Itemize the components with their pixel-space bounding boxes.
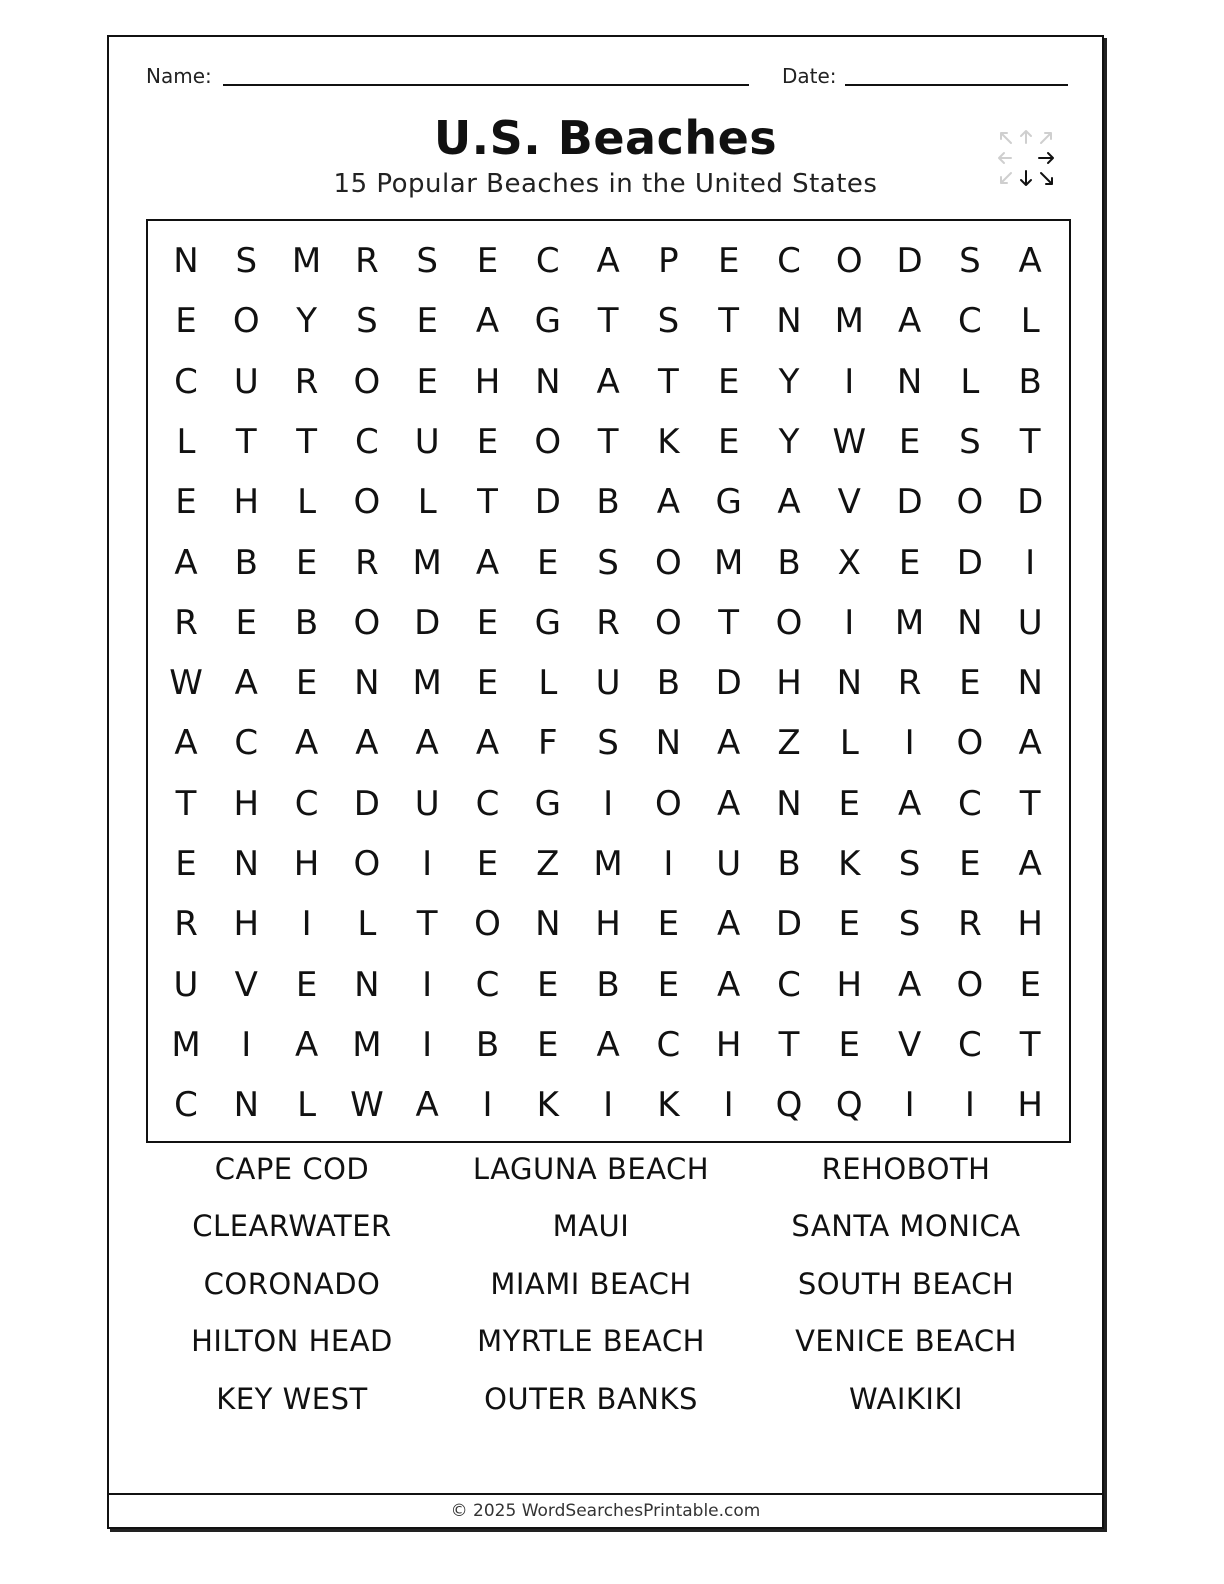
grid-letter: R xyxy=(897,663,922,704)
word-list-item: SANTA MONICA xyxy=(791,1209,1021,1243)
grid-letter: O xyxy=(353,482,381,523)
grid-letter: A xyxy=(475,542,500,583)
grid-letter: L xyxy=(538,663,558,704)
grid-letter: A xyxy=(897,783,922,824)
grid-letter: A xyxy=(294,1024,319,1065)
grid-letter: C xyxy=(294,783,319,824)
grid-letter: M xyxy=(593,844,623,884)
grid-letter: T xyxy=(1019,1024,1041,1065)
grid-letter: A xyxy=(355,723,379,764)
grid-letter: S xyxy=(898,844,921,884)
grid-letter: D xyxy=(775,904,803,945)
grid-letter: A xyxy=(1018,241,1042,281)
grid-letter: T xyxy=(778,1024,800,1065)
grid-letter: W xyxy=(350,1085,384,1126)
grid-letter: T xyxy=(416,904,438,945)
footer-copyright: © 2025 WordSearchesPrintable.com xyxy=(450,1501,761,1521)
grid-letter: B xyxy=(777,542,801,583)
grid-letter: C xyxy=(777,964,801,1005)
grid-letter: R xyxy=(355,542,379,583)
grid-letter: U xyxy=(414,783,440,824)
grid-letter: H xyxy=(293,844,320,884)
grid-letter: C xyxy=(234,723,259,764)
grid-letter: I xyxy=(603,783,614,824)
footer-divider xyxy=(109,1493,1102,1495)
word-list-item: OUTER BANKS xyxy=(484,1382,698,1416)
grid-letter: E xyxy=(537,964,559,1005)
grid-letter: T xyxy=(718,602,740,643)
grid-letter: U xyxy=(414,421,440,462)
grid-letter: S xyxy=(356,301,378,342)
grid-letter: E xyxy=(838,783,861,824)
grid-letter: I xyxy=(844,602,855,643)
grid-letter: N xyxy=(1017,663,1043,704)
grid-letter: E xyxy=(476,241,499,281)
date-label: Date: xyxy=(782,64,837,88)
grid-letter: O xyxy=(956,964,984,1005)
grid-letter: E xyxy=(838,904,861,945)
grid-letter: S xyxy=(959,241,981,281)
grid-letter: E xyxy=(657,964,680,1005)
grid-letter: G xyxy=(534,783,561,824)
grid-letter: R xyxy=(958,904,982,945)
word-search-arrows-icon xyxy=(997,129,1055,187)
grid-letter: E xyxy=(175,482,197,523)
grid-letter: A xyxy=(596,1024,620,1065)
grid-letter: I xyxy=(301,904,312,945)
grid-letter: E xyxy=(476,421,499,462)
grid-letter: U xyxy=(716,844,742,884)
grid-letter: C xyxy=(475,783,500,824)
grid-letter: A xyxy=(415,1085,439,1126)
grid-letter: L xyxy=(297,1085,317,1126)
name-label: Name: xyxy=(146,64,212,88)
grid-letter: E xyxy=(476,663,499,704)
grid-letter: O xyxy=(775,602,803,643)
grid-letter: Z xyxy=(777,723,801,764)
grid-letter: L xyxy=(357,904,377,945)
grid-letter: M xyxy=(412,663,442,704)
word-list-item: WAIKIKI xyxy=(848,1382,964,1416)
grid-letter: E xyxy=(175,844,197,884)
grid-letter: E xyxy=(657,904,680,945)
grid-letter: A xyxy=(294,723,319,764)
grid-letter: H xyxy=(836,964,863,1005)
grid-letter: C xyxy=(174,1085,198,1126)
grid-letter: L xyxy=(960,361,980,402)
grid-letter: M xyxy=(171,1024,201,1065)
grid-letter: K xyxy=(838,844,861,884)
word-list-item: CORONADO xyxy=(203,1267,381,1301)
grid-letter: Y xyxy=(778,421,800,462)
grid-letter: T xyxy=(597,421,619,462)
grid-letter: E xyxy=(537,1024,559,1065)
grid-letter: T xyxy=(1019,783,1041,824)
grid-letter: A xyxy=(717,723,741,764)
grid-letter: N xyxy=(354,964,380,1005)
word-list-item: VENICE BEACH xyxy=(795,1324,1017,1358)
grid-letter: W xyxy=(832,421,867,462)
grid-letter: K xyxy=(536,1085,559,1126)
grid-letter: T xyxy=(296,421,317,462)
grid-letter: O xyxy=(232,301,260,342)
word-list-item: LAGUNA BEACH xyxy=(472,1152,710,1186)
grid-letter: F xyxy=(538,723,558,764)
grid-letter: N xyxy=(957,602,983,643)
grid-letter: U xyxy=(595,663,621,704)
grid-letter: V xyxy=(837,482,861,523)
grid-letter: L xyxy=(1020,301,1040,342)
grid-letter: C xyxy=(535,241,560,281)
grid-letter: O xyxy=(353,361,381,402)
grid-letter: U xyxy=(173,964,199,1005)
grid-letter: E xyxy=(235,602,258,643)
grid-letter: A xyxy=(717,904,741,945)
grid-letter: D xyxy=(1017,482,1044,523)
grid-letter: S xyxy=(657,301,680,342)
letter-grid xyxy=(146,219,1071,1143)
grid-letter: E xyxy=(898,421,921,462)
grid-letter: R xyxy=(174,904,198,945)
grid-letter: B xyxy=(294,602,319,643)
grid-letter: K xyxy=(657,421,680,462)
grid-letter: A xyxy=(415,723,439,764)
grid-letter: U xyxy=(233,361,259,402)
grid-letter: L xyxy=(297,482,317,523)
grid-letter: N xyxy=(535,904,561,945)
grid-letter: R xyxy=(294,361,319,402)
grid-letter: A xyxy=(596,241,620,281)
grid-letter: D xyxy=(896,241,923,281)
grid-letter: I xyxy=(482,1085,493,1126)
grid-letter: I xyxy=(422,1024,433,1065)
grid-letter: B xyxy=(777,844,801,884)
grid-letter: E xyxy=(717,361,740,402)
word-list-item: HILTON HEAD xyxy=(191,1324,393,1358)
grid-letter: N xyxy=(233,1085,260,1126)
grid-letter: N xyxy=(173,241,199,281)
grid-letter: O xyxy=(534,421,562,462)
grid-letter: M xyxy=(412,542,442,583)
grid-letter: S xyxy=(597,723,619,764)
grid-letter: Q xyxy=(775,1085,803,1126)
grid-letter: E xyxy=(416,301,438,342)
grid-letter: T xyxy=(235,421,257,462)
grid-letter: W xyxy=(169,663,203,704)
grid-letter: R xyxy=(174,602,198,643)
grid-letter: E xyxy=(959,663,981,704)
grid-letter: C xyxy=(475,964,500,1005)
grid-letter: A xyxy=(777,482,801,523)
grid-letter: C xyxy=(958,1024,982,1065)
word-list-item: CLEARWATER xyxy=(192,1209,392,1243)
grid-letter: O xyxy=(956,482,984,523)
grid-letter: X xyxy=(837,542,861,583)
grid-letter: V xyxy=(234,964,258,1005)
grid-letter: S xyxy=(898,904,921,945)
grid-letter: P xyxy=(658,241,679,281)
grid-letter: D xyxy=(896,482,923,523)
grid-letter: O xyxy=(835,241,863,281)
grid-letter: E xyxy=(537,542,559,583)
grid-letter: Z xyxy=(536,844,560,884)
grid-letter: B xyxy=(475,1024,500,1065)
grid-letter: E xyxy=(898,542,921,583)
grid-letter: A xyxy=(897,301,922,342)
grid-letter: T xyxy=(1019,421,1041,462)
grid-letter: S xyxy=(416,241,438,281)
grid-letter: T xyxy=(597,301,619,342)
grid-letter: I xyxy=(1025,542,1036,583)
grid-letter: N xyxy=(233,844,260,884)
grid-letter: B xyxy=(596,482,620,523)
grid-letter: S xyxy=(959,421,981,462)
grid-letter: C xyxy=(656,1024,681,1065)
grid-letter: E xyxy=(1019,964,1041,1005)
grid-letter: N xyxy=(535,361,561,402)
grid-letter: B xyxy=(1018,361,1042,402)
grid-letter: I xyxy=(904,1085,915,1126)
grid-letter: N xyxy=(655,723,682,764)
grid-letter: B xyxy=(596,964,620,1005)
grid-letter: K xyxy=(657,1085,680,1126)
grid-letter: N xyxy=(836,663,863,704)
grid-letter: T xyxy=(477,482,498,523)
grid-letter: N xyxy=(896,361,923,402)
grid-letter: M xyxy=(894,602,925,643)
grid-letter: E xyxy=(717,421,740,462)
grid-letter: G xyxy=(534,301,561,342)
word-list-item: MYRTLE BEACH xyxy=(477,1324,705,1358)
grid-letter: R xyxy=(355,241,379,281)
grid-letter: D xyxy=(414,602,441,643)
grid-letter: Q xyxy=(835,1085,863,1126)
grid-letter: C xyxy=(958,783,982,824)
grid-letter: G xyxy=(715,482,742,523)
grid-letter: Y xyxy=(296,301,317,342)
grid-letter: M xyxy=(714,542,744,583)
grid-letter: H xyxy=(1017,904,1043,945)
grid-letter: O xyxy=(353,602,381,643)
grid-letter: B xyxy=(656,663,681,704)
word-list-item: SOUTH BEACH xyxy=(797,1267,1015,1301)
grid-letter: H xyxy=(595,904,621,945)
grid-letter: H xyxy=(776,663,802,704)
grid-letter: A xyxy=(897,964,922,1005)
word-list-item: REHOBOTH xyxy=(821,1152,991,1186)
grid-letter: O xyxy=(655,602,682,643)
grid-letter: T xyxy=(658,361,679,402)
grid-letter: I xyxy=(663,844,674,884)
grid-letter: A xyxy=(475,723,500,764)
grid-letter: N xyxy=(776,301,802,342)
grid-letter: D xyxy=(715,663,742,704)
grid-letter: S xyxy=(235,241,258,281)
grid-letter: D xyxy=(353,783,380,824)
grid-letter: M xyxy=(352,1024,382,1065)
grid-letter: O xyxy=(956,723,984,764)
grid-letter: E xyxy=(838,1024,861,1065)
grid-letter: A xyxy=(717,783,741,824)
grid-letter: C xyxy=(777,241,801,281)
grid-letter: H xyxy=(474,361,501,402)
grid-letter: O xyxy=(353,844,381,884)
grid-letter: L xyxy=(176,421,196,462)
grid-letter: A xyxy=(174,542,198,583)
grid-letter: T xyxy=(718,301,740,342)
grid-letter: Y xyxy=(778,361,800,402)
grid-letter: D xyxy=(956,542,983,583)
grid-letter: A xyxy=(1018,844,1042,884)
grid-letter: G xyxy=(534,602,561,643)
grid-letter: E xyxy=(959,844,981,884)
grid-letter: E xyxy=(476,844,499,884)
grid-letter: D xyxy=(534,482,561,523)
grid-letter: E xyxy=(295,542,318,583)
grid-letter: C xyxy=(355,421,379,462)
grid-letter: E xyxy=(295,964,318,1005)
grid-letter: A xyxy=(1018,723,1042,764)
grid-letter: I xyxy=(723,1085,734,1126)
grid-letter: O xyxy=(474,904,501,945)
grid-letter: N xyxy=(776,783,802,824)
word-list-item: MIAMI BEACH xyxy=(490,1267,692,1301)
grid-letter: L xyxy=(839,723,859,764)
grid-letter: A xyxy=(656,482,681,523)
grid-letter: A xyxy=(174,723,198,764)
grid-letter: I xyxy=(964,1085,975,1126)
grid-letter: H xyxy=(1017,1085,1043,1126)
grid-letter: E xyxy=(416,361,438,402)
grid-letter: A xyxy=(475,301,500,342)
grid-letter: I xyxy=(904,723,915,764)
grid-letter: M xyxy=(291,241,322,281)
word-list-item: MAUI xyxy=(552,1209,630,1243)
grid-letter: I xyxy=(241,1024,252,1065)
grid-letter: U xyxy=(1017,602,1043,643)
grid-letter: T xyxy=(175,783,197,824)
grid-letter: H xyxy=(233,482,260,523)
grid-letter: E xyxy=(476,602,499,643)
grid-letter: A xyxy=(234,663,258,704)
page-title: U.S. Beaches xyxy=(433,111,778,165)
page-subtitle: 15 Popular Beaches in the United States xyxy=(333,169,878,199)
grid-letter: S xyxy=(597,542,619,583)
word-list-item: KEY WEST xyxy=(216,1382,368,1416)
grid-letter: C xyxy=(958,301,982,342)
grid-letter: N xyxy=(354,663,380,704)
grid-letter: I xyxy=(603,1085,614,1126)
grid-letter: V xyxy=(897,1024,922,1065)
grid-letter: I xyxy=(844,361,855,402)
date-line xyxy=(845,84,1068,86)
grid-letter: I xyxy=(422,844,433,884)
grid-letter: H xyxy=(233,904,260,945)
grid-letter: A xyxy=(596,361,620,402)
grid-letter: L xyxy=(417,482,437,523)
grid-letter: E xyxy=(295,663,318,704)
grid-letter: A xyxy=(717,964,741,1005)
grid-letter: E xyxy=(175,301,197,342)
grid-letter: C xyxy=(174,361,198,402)
grid-letter: M xyxy=(834,301,864,342)
worksheet xyxy=(107,35,1104,1529)
word-list-item: CAPE COD xyxy=(214,1152,370,1186)
grid-letter: E xyxy=(717,241,740,281)
grid-letter: I xyxy=(422,964,433,1005)
grid-letter: R xyxy=(596,602,620,643)
grid-letter: H xyxy=(715,1024,742,1065)
grid-letter: B xyxy=(234,542,258,583)
grid-letter: O xyxy=(655,542,682,583)
grid-letter: O xyxy=(655,783,682,824)
grid-letter: H xyxy=(233,783,260,824)
name-line xyxy=(223,84,749,86)
